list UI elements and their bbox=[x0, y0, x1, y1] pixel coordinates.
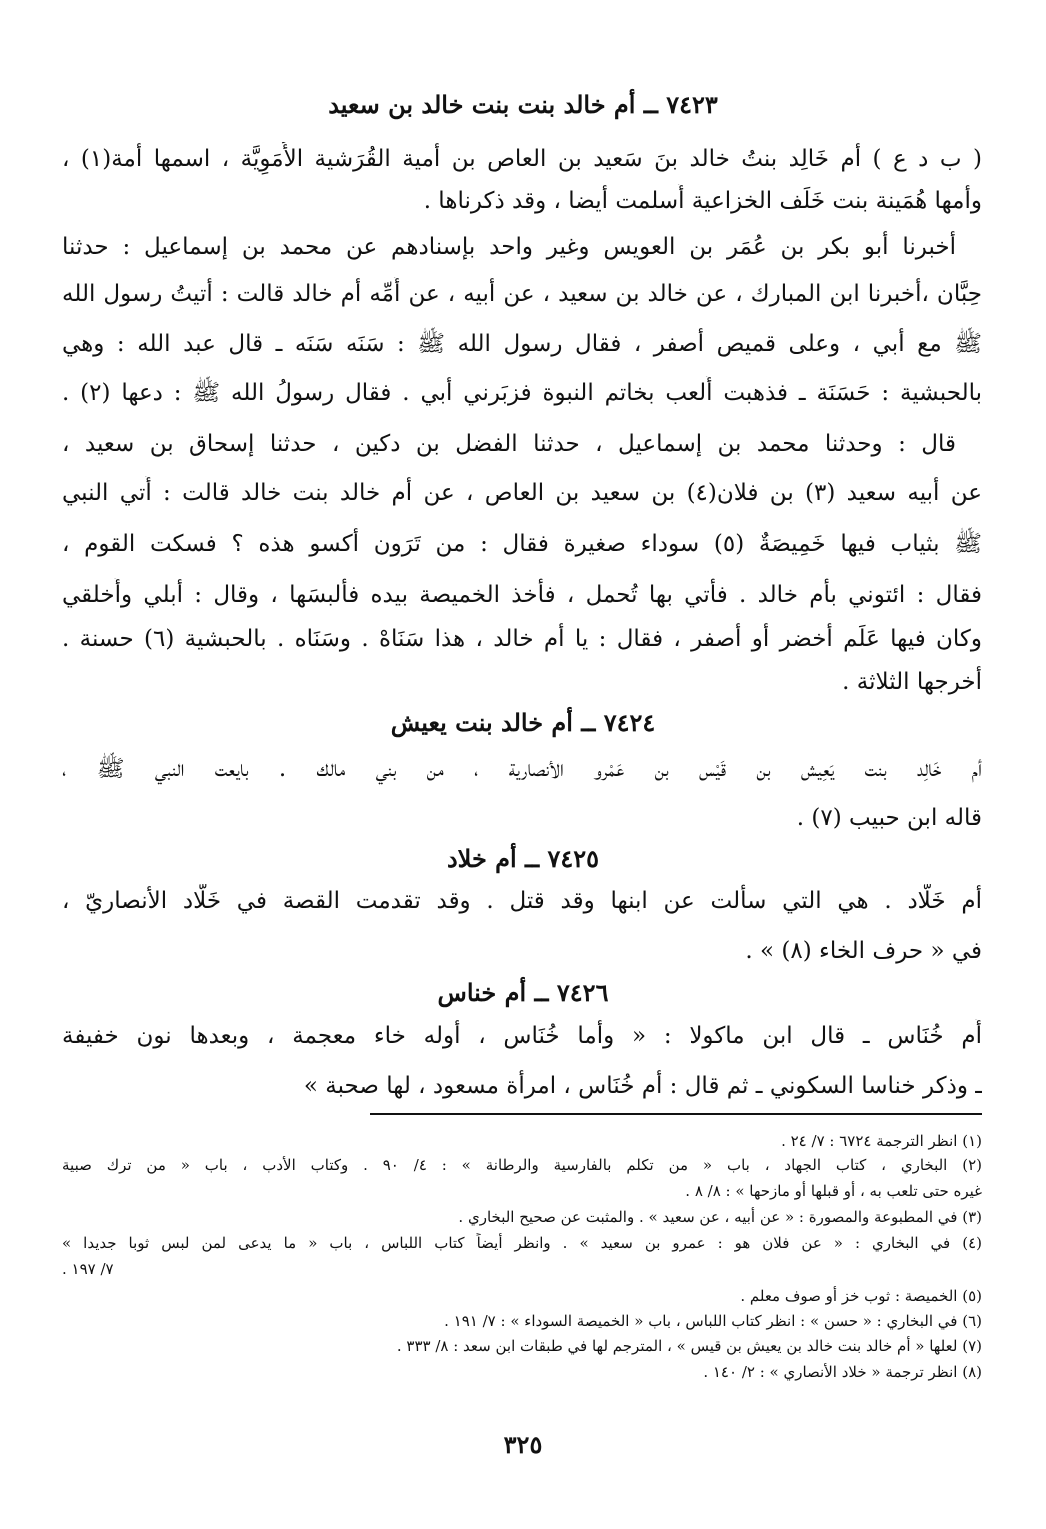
footnote-2-continued: غيره حتى تلعب به ، أو قبلها أو مازحها » : ٨/ ٨ . bbox=[685, 1182, 982, 1200]
footnote-1: (١) انظر الترجمة ٦٧٢٤ : ٧/ ٢٤ . bbox=[781, 1132, 982, 1150]
entry-7423-line-2: وأمها هُمَينة بنت خَلَف الخزاعية أَسلمت أيضا ، وقد ذكرناها . bbox=[423, 188, 982, 214]
footnote-6: (٦) في البخاري : « حسن » : انظر كتاب اللباس ، باب « الخميصة السوداء » : ٧/ ١٩١ . bbox=[444, 1312, 982, 1330]
entry-7423-line-5: ﷺ مع أبي ، وعلى قميص أصفر ، فقال رسول الله ﷺ : سَنَه سَنَه ـ قال عبد الله : وهي bbox=[62, 331, 982, 357]
footnote-8: (٨) انظر ترجمة « خلاد الأنصاري » : ٢/ ١٤٠ . bbox=[703, 1363, 982, 1381]
entry-7423-line-4: حِبَّان ،أخبرنا ابن المبارك ، عن خالد بن سعيد ، عن أبيه ، عن أُمِّه أم خالد قالت : أتيتُ رسول الله bbox=[62, 281, 982, 307]
entry-7425-line-2: في « حرف الخاء (٨) » . bbox=[745, 938, 982, 964]
entry-7424-line-1: أم خَالِد بنت يَعِيش بن قَيْس بن عَمْرو الأنصارية ، من بني مالك . بايعت النبي ﷺ ، bbox=[62, 756, 982, 782]
entry-7423-line-3: أخبرنا أبو بكر بن عُمَر بن العويس وغير واحد بإسنادهم عن محمد بن إسماعيل : حدثنا bbox=[62, 234, 956, 260]
entry-7426-line-1: أُم خُنَاس ـ قال ابن ماكولا : « وأما خُنَاس ، أوله خاء معجمة ، وبعدها نون خفيفة bbox=[62, 1023, 982, 1049]
entry-heading-7424: ٧٤٢٤ ــ أم خالد بنت يعيش bbox=[390, 708, 656, 737]
entry-7423-line-9: ﷺ بثياب فيها خَمِيصَةٌ (٥) سوداء صغيرة فقال : من تَرَون أكسو هذه ؟ فسكت القوم ، bbox=[62, 531, 982, 557]
footnote-divider bbox=[370, 1113, 982, 1115]
entry-7423-line-12: أخرجها الثلاثة . bbox=[842, 669, 982, 695]
entry-7423-line-1: ( ب د ع ) أم خَالِد بنتُ خالد بنَ سَعيد بن العاص بن أمية القُرَشية الأُمَوِيَّة ، اسمها أمة(١) ، bbox=[62, 146, 982, 172]
entry-7423-line-7: قال : وحدثنا محمد بن إسماعيل ، حدثنا الفضل بن دكين ، حدثنا إسحاق بن سعيد ، bbox=[62, 431, 956, 457]
footnote-7: (٧) لعلها « أم خالد بنت خالد بن يعيش بن قيس » ، المترجم لها في طبقات ابن سعد : ٨/ ٣٣٣ . bbox=[396, 1337, 982, 1355]
footnote-3: (٣) في المطبوعة والمصورة : « عن أبيه ، عن سعيد » . والمثبت عن صحيح البخاري . bbox=[458, 1208, 982, 1226]
footnote-4: (٤) في البخاري : « عن فلان هو : عمرو بن سعيد » . وانظر أيضاً كتاب اللباس ، باب « ما يدعى لمن لبس ثوبا جديدا » bbox=[62, 1234, 982, 1252]
page-number: ٣٢٥ bbox=[503, 1430, 543, 1459]
entry-7425-line-1: أم خَلَّاد . هي التي سأَلت عن ابنها وقد قتل . وقد تقدمت القصة في خَلَّاد الأنصاريّ ، bbox=[62, 888, 982, 914]
footnote-5: (٥) الخميصة : ثوب خز أو صوف معلم . bbox=[740, 1287, 982, 1305]
entry-7423-line-6: بالحبشية : حَسَنَة ـ فذهبت أَلعب بخاتم النبوة فزبَرني أبي . فقال رسولُ الله ﷺ : دعها (٢) . bbox=[62, 380, 982, 406]
footnote-4-continued: ٧/ ١٩٧ . bbox=[62, 1260, 114, 1278]
entry-7424-line-2: قاله ابن حبيب (٧) . bbox=[796, 805, 982, 831]
footnote-2: (٢) البخاري ، كتاب الجهاد ، باب « من تكلم بالفارسية والرطانة » : ٤/ ٩٠ . وكتاب الأدب ، باب « من ترك صبية bbox=[62, 1156, 982, 1174]
entry-7423-line-11: وكان فيها عَلَم أخضر أو أصفر ، فقال : يا أم خالد ، هذا سَنَاهْ . وسَنَاه . بالحبشية (٦) حسنة . bbox=[62, 626, 982, 652]
entry-7423-line-10: فقال : ائتوني بأُم خالد . فأُتي بها تُحمل ، فأخذ الخميصة بيده فأَلبسَها ، وقال : أبلي وأَخلقي bbox=[62, 582, 982, 608]
entry-heading-7423: ٧٤٢٣ ــ أم خالد بنت بنت خالد بن سعيد bbox=[328, 90, 718, 119]
entry-7426-line-2: ـ وذكر خناسا السكوني ـ ثم قال : أم خُنَاس ، امرأة مسعود ، لها صحبة » bbox=[303, 1073, 982, 1099]
entry-heading-7425: ٧٤٢٥ ــ أم خلاد bbox=[446, 844, 600, 873]
entry-7423-line-8: عن أبيه سعيد (٣) بن فلان(٤) بن سعيد بن العاص ، عن أم خالد بنت خالد قالت : أُتي النبي bbox=[62, 480, 982, 506]
entry-heading-7426: ٧٤٢٦ ــ أم خناس bbox=[437, 978, 609, 1007]
